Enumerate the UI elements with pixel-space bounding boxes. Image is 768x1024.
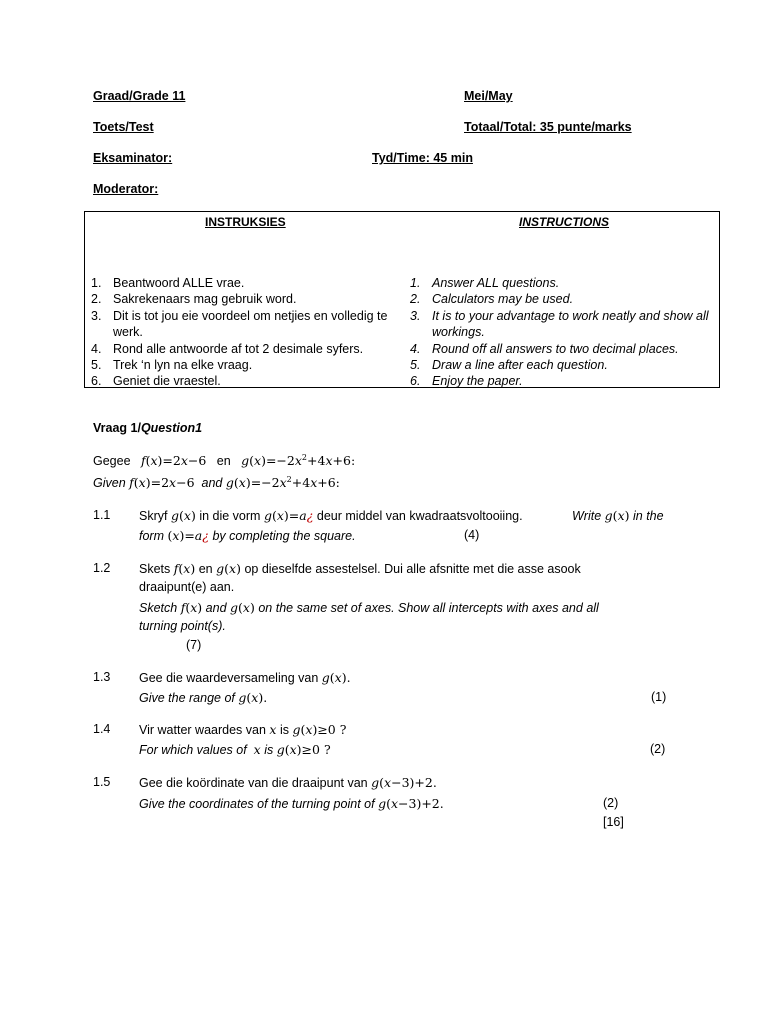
question-total-marks: [16] bbox=[603, 815, 624, 829]
examiner-label: Eksaminator: bbox=[93, 151, 173, 165]
q1-1-marks: (4) bbox=[464, 528, 480, 542]
en-item-number: 4. bbox=[410, 341, 421, 356]
af-item-text: Trek ‘n lyn na elke vraag. bbox=[113, 358, 253, 373]
q1-5-en bbox=[139, 796, 444, 811]
q1-4-marks: (2) bbox=[650, 742, 666, 756]
q1-2-en-c: on the same set of axes. Show all intercepts with axes and all bbox=[258, 601, 599, 615]
q1-1-af-c: deur middel van kwadraatsvoltooiing. bbox=[316, 509, 523, 523]
en-item-text: Answer ALL questions. bbox=[432, 276, 560, 290]
q1-4-af bbox=[139, 722, 346, 737]
g-definition: $g(x)=-2x^2+4x+6$: bbox=[241, 453, 356, 469]
f-definition: f(x)=2x−6 bbox=[140, 453, 207, 469]
g-of-x-en-2: g(x) bbox=[230, 600, 255, 615]
instructions-list-af bbox=[91, 275, 391, 390]
q1-4-en bbox=[139, 742, 331, 757]
en-item bbox=[410, 275, 710, 291]
inequality-en: g(x)≥0 ? bbox=[276, 742, 331, 757]
month-label: Mei/May bbox=[464, 89, 513, 103]
g-of-x-en: g(x) bbox=[604, 508, 630, 523]
af-item bbox=[91, 373, 391, 389]
f-of-x: f(x) bbox=[173, 561, 196, 576]
g-of-x: g(x) bbox=[170, 508, 196, 523]
q1-3-number: 1.3 bbox=[93, 670, 111, 684]
g-of-x-3-en: g(x). bbox=[238, 690, 268, 705]
instructions-list-en bbox=[410, 275, 710, 390]
q1-4-af-a: Vir watter waardes van bbox=[139, 723, 266, 737]
af-item-text: Dit is tot jou eie voordeel om netjies en volledig te werk. bbox=[113, 308, 388, 340]
question-title-en: Question1 bbox=[140, 421, 203, 435]
en-item-number: 1. bbox=[410, 276, 421, 290]
af-item bbox=[91, 275, 391, 291]
q1-1-number: 1.1 bbox=[93, 508, 111, 522]
instructions-heading-en: INSTRUCTIONS bbox=[519, 215, 609, 229]
af-item bbox=[91, 308, 391, 341]
q1-1-en-form: form bbox=[139, 529, 164, 543]
given-af-label: Gegee bbox=[93, 454, 131, 469]
q1-4-en-a: For which values of bbox=[139, 743, 247, 757]
af-item-number: 4. bbox=[91, 341, 102, 356]
shifted-g-en: g(x−3)+2. bbox=[378, 796, 444, 811]
shifted-g: g(x−3)+2. bbox=[371, 775, 437, 790]
q1-5-en-text: Give the coordinates of the turning point of bbox=[139, 797, 375, 811]
question-title bbox=[93, 421, 202, 435]
q1-2-en-a: Sketch bbox=[139, 601, 178, 615]
q1-1-af bbox=[139, 508, 523, 523]
q1-4-number: 1.4 bbox=[93, 722, 111, 736]
q1-1-en-completing: by completing the square. bbox=[212, 529, 356, 543]
g-definition-en: $g(x)=-2x^2+4x+6$: bbox=[225, 475, 340, 491]
instructions-heading-af: INSTRUKSIES bbox=[205, 215, 286, 229]
af-item-number: 1. bbox=[91, 276, 102, 290]
question-title-af: Vraag 1/ bbox=[93, 421, 141, 435]
en-af-label: en bbox=[216, 454, 231, 469]
f-of-x-en: f(x) bbox=[180, 600, 203, 615]
af-item-text: Beantwoord ALLE vrae. bbox=[113, 276, 245, 290]
en-item bbox=[410, 341, 710, 357]
en-item-text: Round off all answers to two decimal places. bbox=[432, 341, 679, 356]
vertex-form: g(x)=a¿ bbox=[263, 508, 314, 523]
q1-1-en-b bbox=[139, 528, 356, 543]
moderator-label: Moderator: bbox=[93, 182, 159, 196]
g-of-x-3: g(x). bbox=[321, 670, 351, 685]
q1-1-en-inthe: in the bbox=[633, 509, 664, 523]
q1-2-en-line1 bbox=[139, 600, 599, 615]
q1-1-af-a: Skryf bbox=[139, 509, 168, 523]
af-item-number: 3. bbox=[91, 308, 102, 323]
q1-1-en-write: Write bbox=[572, 509, 602, 523]
q1-2-af-a: Skets bbox=[139, 562, 171, 576]
var-x-en: x bbox=[253, 742, 261, 757]
test-label: Toets/Test bbox=[93, 120, 154, 134]
q1-2-number: 1.2 bbox=[93, 561, 111, 575]
q1-2-en-b: and bbox=[205, 601, 227, 615]
q1-4-af-b: is bbox=[279, 723, 289, 737]
q1-3-marks: (1) bbox=[651, 690, 667, 704]
q1-5-number: 1.5 bbox=[93, 775, 111, 789]
af-item-number: 6. bbox=[91, 374, 102, 389]
en-item-number: 6. bbox=[410, 374, 421, 389]
af-item-number: 2. bbox=[91, 292, 102, 307]
q1-3-af bbox=[139, 670, 351, 685]
af-item bbox=[91, 357, 391, 373]
en-item-number: 3. bbox=[410, 308, 421, 323]
q1-1-en-a bbox=[572, 508, 664, 523]
en-item bbox=[410, 357, 710, 373]
af-item-number: 5. bbox=[91, 358, 102, 373]
en-item-text: Draw a line after each question. bbox=[432, 358, 608, 373]
en-item bbox=[410, 291, 710, 307]
af-item-text: Rond alle antwoorde af tot 2 desimale syfers. bbox=[113, 341, 364, 356]
q1-2-af-b: en bbox=[198, 562, 213, 576]
q1-2-en-line2: turning point(s). bbox=[139, 619, 226, 633]
q1-2-af-line1 bbox=[139, 561, 581, 576]
q1-2-marks: (7) bbox=[186, 638, 202, 652]
and-en-label: and bbox=[201, 476, 223, 491]
inequality: g(x)≥0 ? bbox=[292, 722, 347, 737]
grade-label: Graad/Grade 11 bbox=[93, 89, 186, 103]
q1-4-en-b: is bbox=[264, 743, 274, 757]
q1-2-af-c: op dieselfde assestelsel. Dui alle afsnitte met die asse asook bbox=[244, 562, 581, 576]
q1-5-af bbox=[139, 775, 437, 790]
en-item-text: Enjoy the paper. bbox=[432, 374, 523, 389]
time-label: Tyd/Time: 45 min bbox=[372, 151, 473, 165]
vertex-form-en: (x)=a¿ bbox=[167, 528, 209, 543]
g-of-x-2: g(x) bbox=[216, 561, 241, 576]
en-item-text: It is to your advantage to work neatly and show all workings. bbox=[432, 308, 709, 340]
en-item-number: 5. bbox=[410, 358, 421, 373]
af-item-text: Geniet die vraestel. bbox=[113, 374, 221, 389]
q1-3-en bbox=[139, 690, 267, 705]
af-item bbox=[91, 291, 391, 307]
given-line-en bbox=[93, 475, 340, 490]
instructions-box bbox=[84, 211, 720, 388]
af-item bbox=[91, 341, 391, 357]
q1-3-en-text: Give the range of bbox=[139, 691, 235, 705]
q1-2-af-line2: draaipunt(e) aan. bbox=[139, 580, 235, 594]
q1-3-af-text: Gee die waardeversameling van bbox=[139, 671, 319, 685]
q1-5-marks: (2) bbox=[603, 796, 619, 810]
en-item-text: Calculators may be used. bbox=[432, 292, 574, 307]
var-x: x bbox=[269, 722, 277, 737]
q1-1-af-b: in die vorm bbox=[199, 509, 261, 523]
en-item bbox=[410, 373, 710, 389]
en-item-number: 2. bbox=[410, 292, 421, 307]
en-item bbox=[410, 308, 710, 341]
given-line-af bbox=[93, 453, 355, 468]
q1-5-af-text: Gee die koördinate van die draaipunt van bbox=[139, 776, 368, 790]
given-en-label: Given bbox=[93, 476, 126, 491]
f-definition-en: f(x)=2x−6 bbox=[129, 475, 195, 491]
af-item-text: Sakrekenaars mag gebruik word. bbox=[113, 292, 297, 307]
total-marks-label: Totaal/Total: 35 punte/marks bbox=[464, 120, 632, 134]
